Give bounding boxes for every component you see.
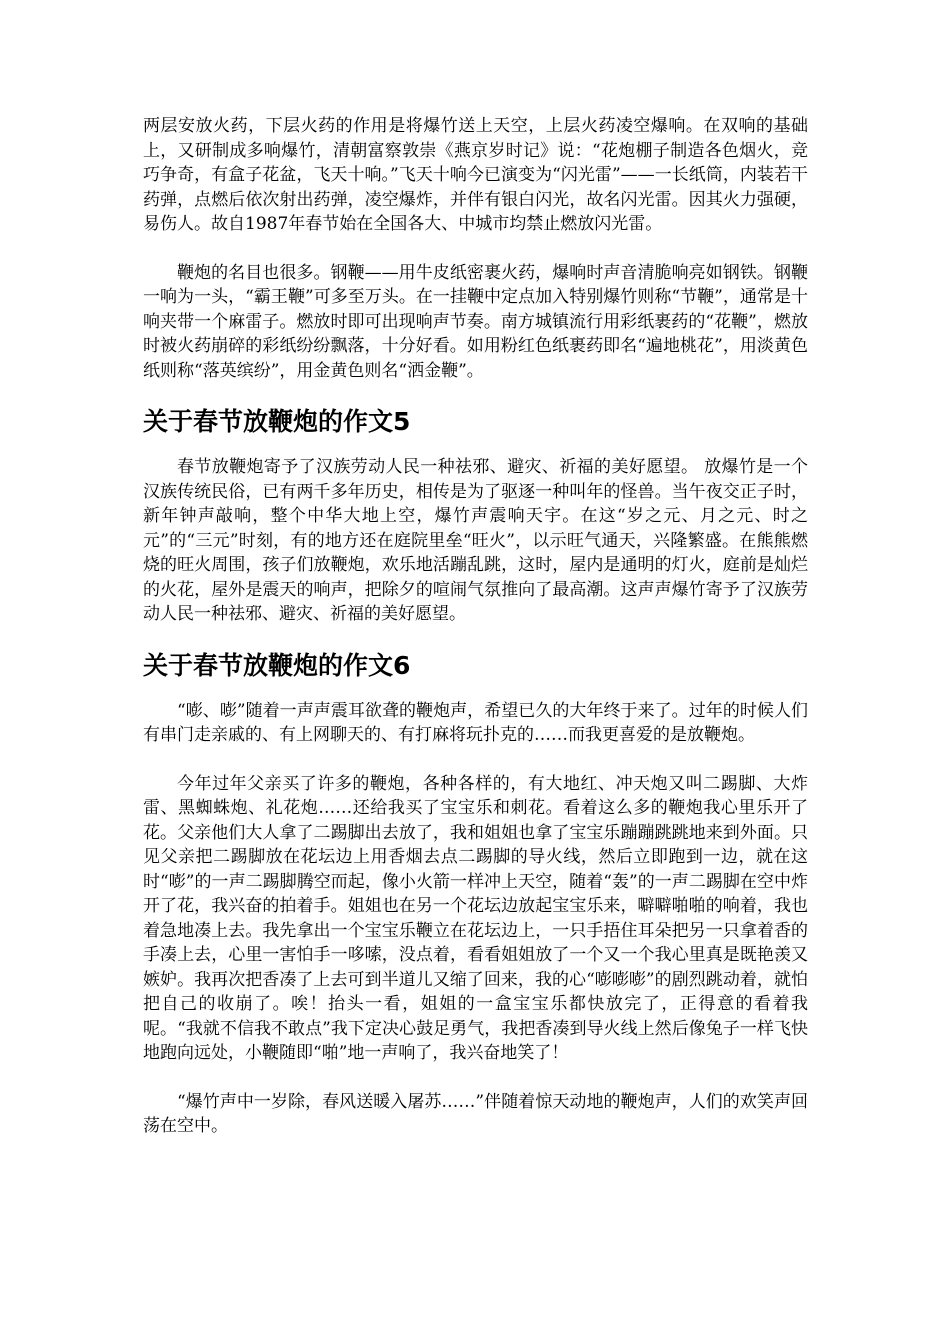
- section-6-paragraph-story: 今年过年父亲买了许多的鞭炮，各种各样的，有大地红、冲天炮又叫二踢脚、大炸雷、黑蜘蛛炮、礼花炮……还给我买了宝宝乐和刺花。看着这么多的鞭炮我心里乐开了花。父亲他们大人拿了二踢脚出去放了，我和姐姐也拿了宝宝乐蹦蹦跳跳地来到外面。只见父亲把二踢脚放在花坛边上用香烟去点二踢脚的导火线，然后立即跑到一边，就在这时“嘭”的一声二踢脚腾空而起，像小火箭一样冲上天空，随着“轰”的一声二踢脚在空中炸开了花，我兴奋的拍着手。姐姐也在另一个花坛边放起宝宝乐来，噼噼啪啪的响着，我也着急地凑上去。我先拿出一个宝宝乐鞭立在花坛边上，一只手捂住耳朵把另一只拿着香的手凑上去，心里一害怕手一哆嗦，没点着，看看姐姐放了一个又一个我心里真是既艳羡又嫉妒。我再次把香凑了上去可到半道儿又缩了回来，我的心“嘭嘭嘭”的剧烈跳动着，就怕把自己的收崩了。唉！抬头一看，姐姐的一盒宝宝乐都快放完了，正得意的看着我呢。“我就不信我不敢点”我下定决心鼓足勇气，我把香凑到导火线上然后像兔子一样飞快地跑向远处，小鞭随即“啪”地一声响了，我兴奋地笑了！: [143, 773, 808, 1063]
- document-page: [143, 114, 808, 1139]
- section-5-heading: 关于春节放鞭炮的作文5: [143, 407, 411, 436]
- section-6-heading: 关于春节放鞭炮的作文6: [143, 650, 411, 680]
- section-6-paragraph-intro: “嘭、嘭”随着一声声震耳欲聋的鞭炮声，希望已久的大年终于来了。过年的时候人们有串门走亲戚的、有上网聊天的、有打麻将玩扑克的……而我更喜爱的是放鞭炮。: [143, 700, 808, 745]
- paragraph-whip-types: 鞭炮的名目也很多。钢鞭——用牛皮纸密裹火药，爆响时声音清脆响亮如钢铁。钢鞭一响为一头，“霸王鞭”可多至万头。在一挂鞭中定点加入特别爆竹则称“节鞭”，通常是十响夹带一个麻雷子。燃放时即可出现响声节奏。南方城镇流行用彩纸裹药的“花鞭”，燃放时被火药崩碎的彩纸纷纷飘落，十分好看。如用粉红色纸裹药即名“遍地桃花”，用淡黄色纸则称“落英缤纷”，用金黄色则名“洒金鞭”。: [143, 262, 808, 381]
- section-6-paragraph-ending: “爆竹声中一岁除，春风送暖入屠苏……”伴随着惊天动地的鞭炮声，人们的欢笑声回荡在空中。: [143, 1091, 808, 1136]
- section-5-paragraph: 春节放鞭炮寄予了汉族劳动人民一种祛邪、避灾、祈福的美好愿望。 放爆竹是一个汉族传统民俗，已有两千多年历史，相传是为了驱逐一种叫年的怪兽。当午夜交正子时，新年钟声敲响，整个中华大地上空，爆竹声震响天宇。在这“岁之元、月之元、时之元”的“三元”时刻，有的地方还在庭院里垒“旺火”，以示旺气通天，兴隆繁盛。在熊熊燃烧的旺火周围，孩子们放鞭炮，欢乐地活蹦乱跳，这时，屋内是通明的灯火，庭前是灿烂的火花，屋外是震天的响声，把除夕的喧闹气氛推向了最高潮。这声声爆竹寄予了汉族劳动人民一种祛邪、避灾、祈福的美好愿望。: [143, 457, 808, 624]
- paragraph-fireworks-history: 两层安放火药，下层火药的作用是将爆竹送上天空，上层火药凌空爆响。在双响的基础上，又研制成多响爆竹，清朝富察敦崇《燕京岁时记》说：“花炮棚子制造各色烟火，竞巧争奇，有盒子花盆，飞天十响。”飞天十响今已演变为“闪光雷”——一长纸筒，内装若干药弹，点燃后依次射出药弹，凌空爆炸，并伴有银白闪光，故名闪光雷。因其火力强硬，易伤人。故自1987年春节始在全国各大、中城市均禁止燃放闪光雷。: [143, 116, 808, 234]
